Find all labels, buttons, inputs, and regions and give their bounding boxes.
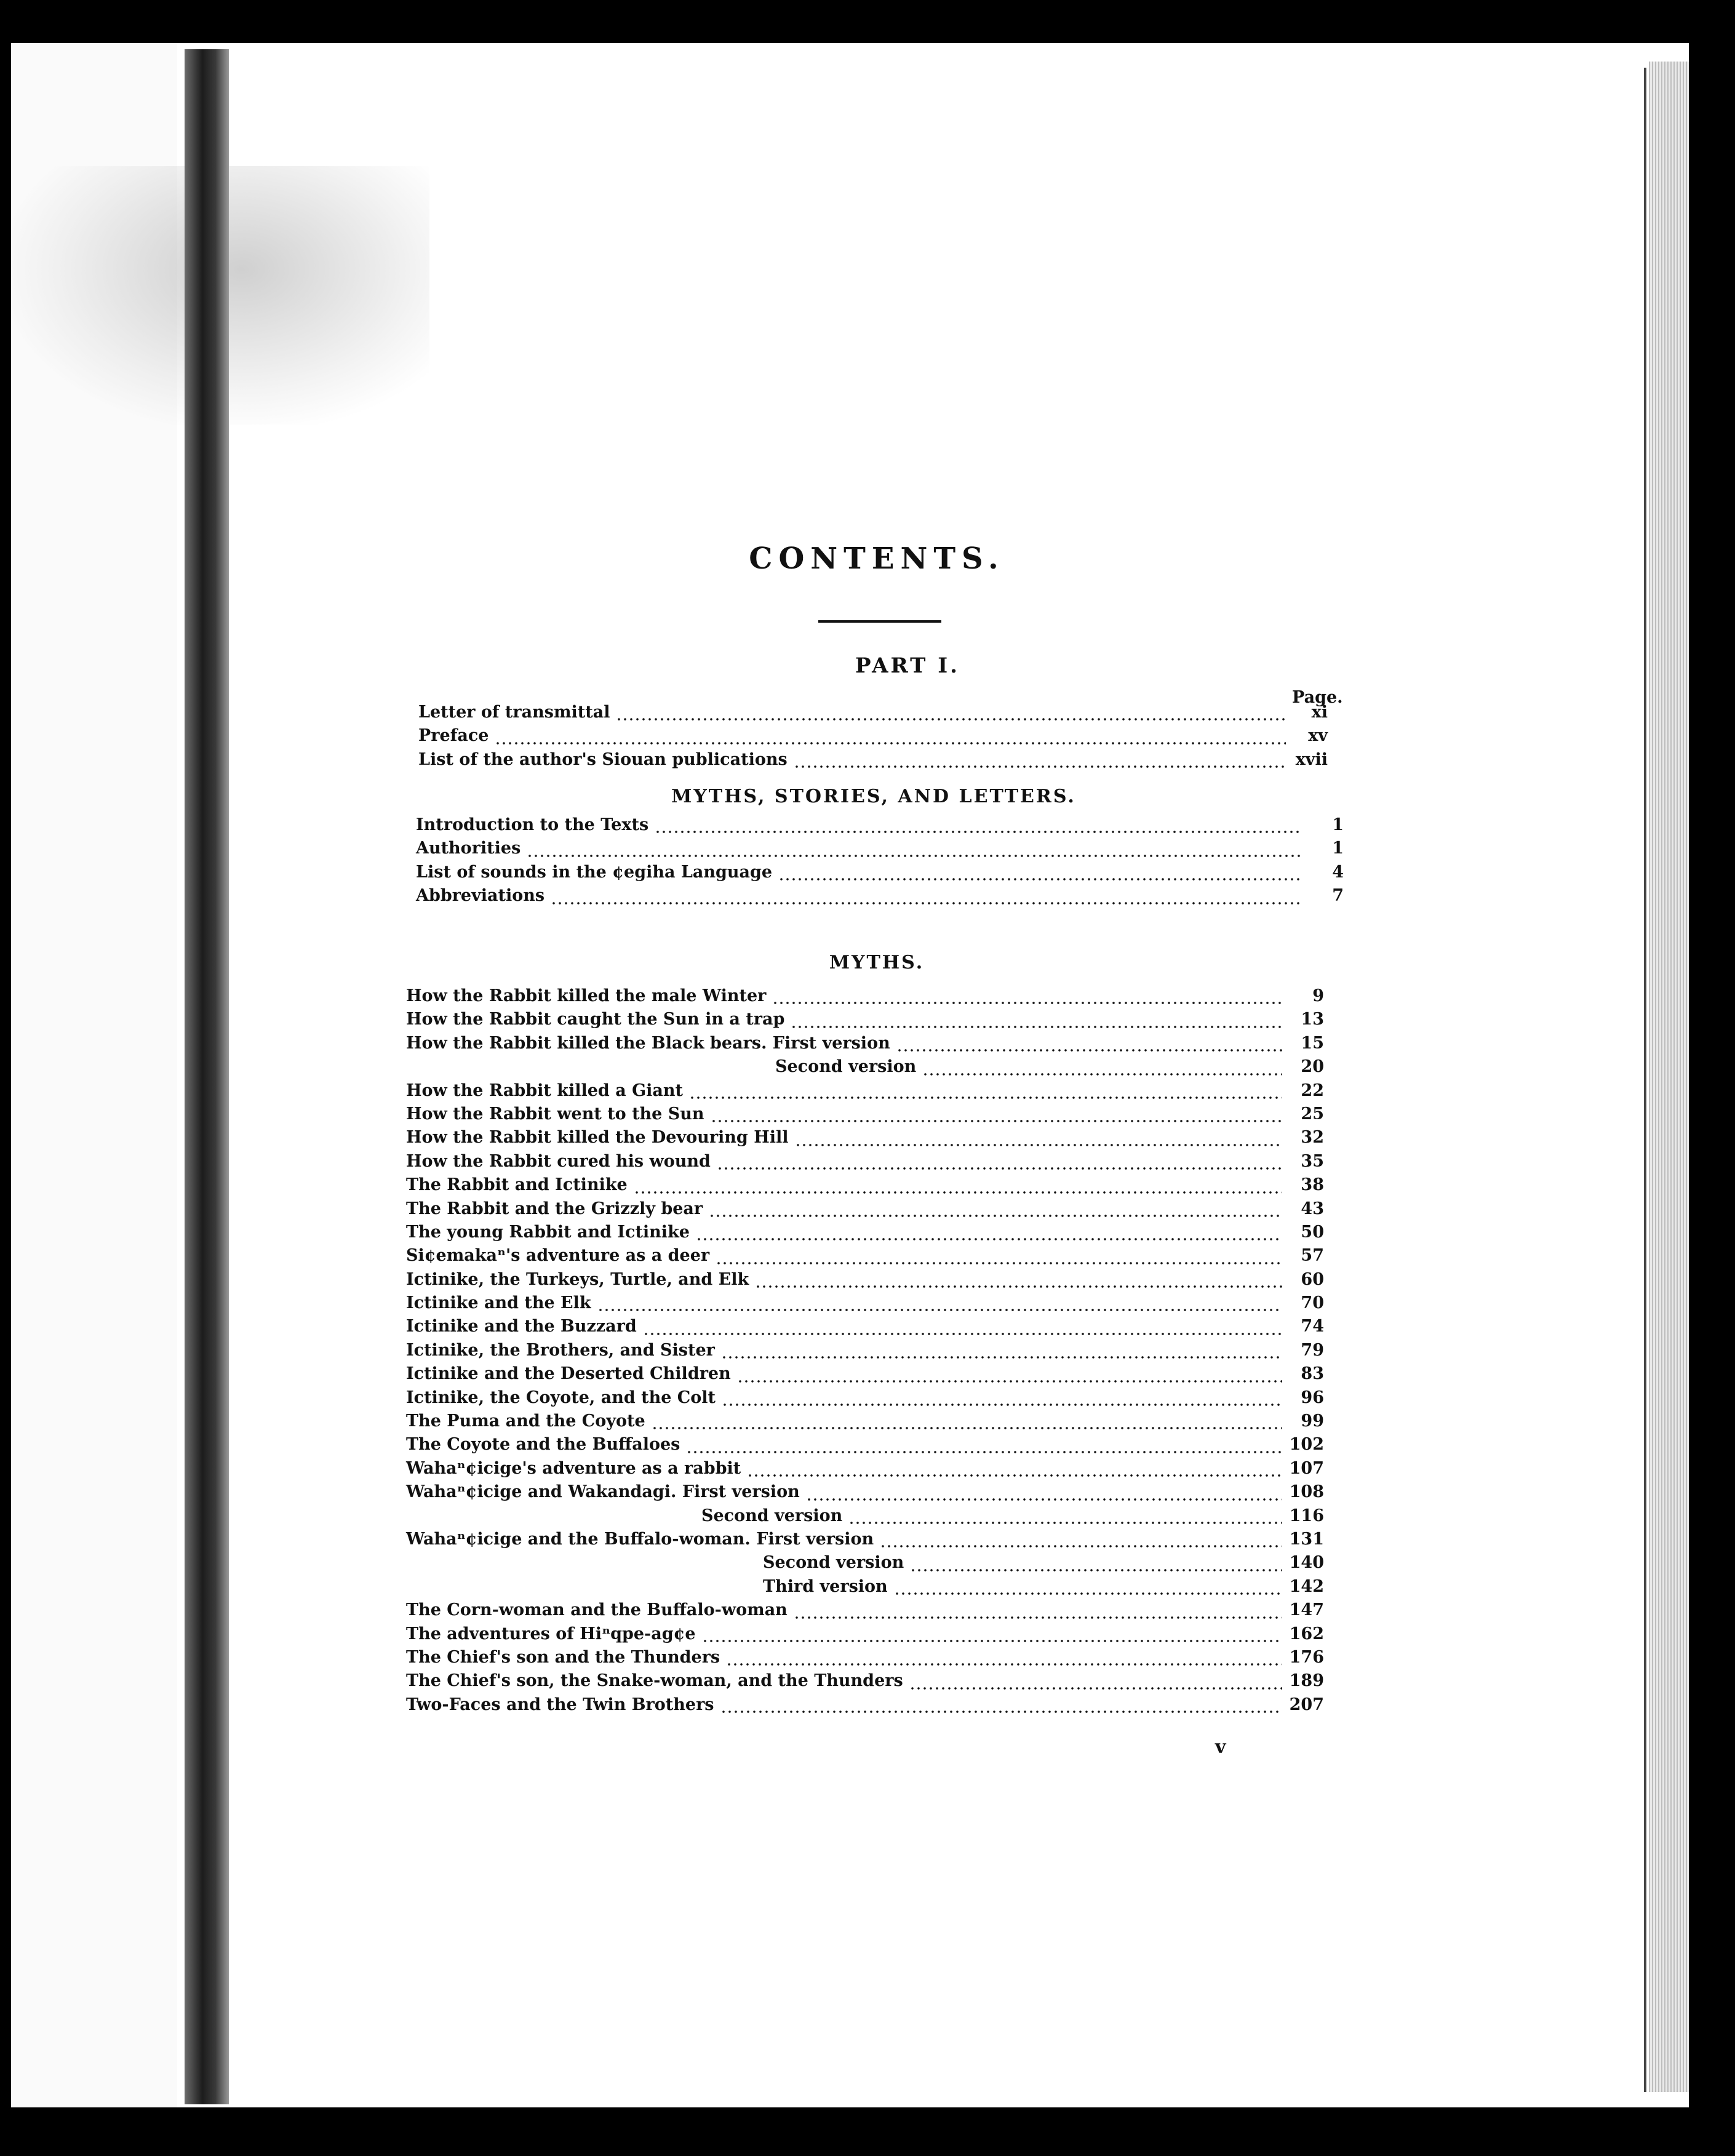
toc-entry-page: 131 (1289, 1529, 1324, 1549)
toc-entry-page: 38 (1301, 1175, 1324, 1195)
dot-leader (726, 1663, 1282, 1666)
toc-entry-page: 99 (1301, 1411, 1324, 1431)
toc-entry (406, 1270, 1324, 1293)
toc-entry-title: Wahaⁿ¢icige and Wakandagi. First version (406, 1482, 800, 1502)
toc-entry-page: 7 (1332, 886, 1344, 906)
dot-leader (922, 1073, 1282, 1076)
toc-entry (406, 1199, 1324, 1223)
toc-entry-page: 20 (1301, 1057, 1324, 1077)
toc-entry-page: 22 (1301, 1080, 1324, 1100)
toc-entry (406, 1364, 1324, 1387)
dot-leader (616, 718, 1286, 721)
title-rule (818, 620, 941, 623)
toc-entry-title: How the Rabbit cured his wound (406, 1151, 711, 1171)
toc-entry-page: 1 (1332, 839, 1344, 858)
toc-entry-page: 102 (1289, 1435, 1324, 1455)
toc-entry-page: 32 (1301, 1128, 1324, 1148)
toc-entry (406, 1459, 1324, 1482)
toc-entry-page: 116 (1289, 1506, 1324, 1525)
toc-entry-title: Si¢emakaⁿ's adventure as a deer (406, 1246, 710, 1266)
toc-entry (406, 1435, 1324, 1458)
myths-stories-letters-list (416, 815, 1344, 910)
toc-entry-page: 83 (1301, 1364, 1324, 1384)
toc-entry (406, 1648, 1324, 1671)
toc-entry-title: The Coyote and the Buffaloes (406, 1435, 680, 1455)
toc-entry-page: 107 (1289, 1458, 1324, 1478)
dot-leader (880, 1545, 1282, 1547)
toc-entry (406, 1530, 1324, 1553)
toc-entry (406, 1081, 1324, 1104)
toc-entry-title: List of sounds in the ¢egiha Language (416, 862, 773, 882)
toc-entry-page: 207 (1289, 1695, 1324, 1714)
toc-entry (406, 1223, 1324, 1246)
toc-entry-title: The Rabbit and Ictinike (406, 1175, 628, 1195)
section-heading-myths-stories-letters: MYTHS, STORIES, AND LETTERS. (671, 786, 1076, 807)
scan-border-top (0, 0, 1735, 43)
toc-entry-title: Ictinike, the Brothers, and Sister (406, 1340, 715, 1360)
toc-entry-page: 189 (1289, 1671, 1324, 1691)
toc-entry-page: 13 (1301, 1010, 1324, 1029)
dot-leader (909, 1687, 1282, 1690)
toc-entry-title: How the Rabbit caught the Sun in a trap (406, 1010, 785, 1029)
toc-entry-page: 70 (1301, 1293, 1324, 1313)
toc-entry-page: 4 (1332, 862, 1344, 882)
dot-leader (717, 1167, 1282, 1170)
toc-entry (416, 815, 1344, 839)
toc-entry-title: Wahaⁿ¢icige and the Buffalo-woman. First version (406, 1529, 874, 1549)
toc-entry (406, 1553, 1324, 1576)
dot-leader (795, 1144, 1283, 1146)
toc-entry-title: How the Rabbit killed the Devouring Hill (406, 1128, 789, 1148)
dot-leader (716, 1262, 1282, 1264)
section-heading-myths: MYTHS. (829, 952, 925, 973)
toc-entry (418, 726, 1328, 749)
toc-entry (416, 863, 1344, 886)
toc-entry-title: The young Rabbit and Ictinike (406, 1222, 690, 1242)
part-heading: PART I. (855, 653, 960, 678)
toc-entry (406, 986, 1324, 1010)
toc-entry-page: 15 (1301, 1033, 1324, 1053)
toc-entry-page: 74 (1301, 1317, 1324, 1336)
dot-leader (686, 1451, 1282, 1453)
toc-entry (406, 1034, 1324, 1057)
toc-entry (418, 750, 1328, 773)
dot-leader (696, 1238, 1282, 1240)
toc-entry (406, 1388, 1324, 1411)
toc-entry-title: Wahaⁿ¢icige's adventure as a rabbit (406, 1458, 741, 1478)
toc-entry-page: 162 (1289, 1624, 1324, 1643)
toc-entry-page: 142 (1289, 1576, 1324, 1596)
toc-entry (406, 1010, 1324, 1033)
toc-entry-page: 25 (1301, 1104, 1324, 1124)
dot-leader (702, 1640, 1282, 1642)
toc-entry-title: Ictinike and the Buzzard (406, 1317, 637, 1336)
toc-entry-title: Introduction to the Texts (416, 815, 649, 834)
dot-leader (755, 1285, 1282, 1288)
toc-entry-title: Letter of transmittal (418, 703, 610, 722)
toc-entry-page: 96 (1301, 1387, 1324, 1407)
toc-entry (406, 1341, 1324, 1364)
dot-leader (737, 1380, 1282, 1383)
toc-entry-title: Ictinike and the Elk (406, 1293, 591, 1313)
toc-entry-page: 176 (1289, 1647, 1324, 1667)
dot-leader (794, 765, 1286, 768)
toc-entry-title: List of the author's Siouan publications (418, 749, 788, 769)
dot-leader (495, 742, 1286, 745)
toc-entry (416, 839, 1344, 862)
toc-entry (406, 1317, 1324, 1340)
toc-entry (406, 1104, 1324, 1128)
page-folio: v (1215, 1736, 1226, 1758)
scan-border-right (1689, 0, 1735, 2156)
toc-entry (406, 1175, 1324, 1199)
page-title: CONTENTS. (749, 541, 1005, 576)
dot-leader (720, 1711, 1283, 1713)
toc-entry-page: 9 (1312, 986, 1324, 1005)
toc-entry-title: Two-Faces and the Twin Brothers (406, 1695, 714, 1714)
dot-leader (689, 1096, 1282, 1099)
toc-entry (406, 1057, 1324, 1080)
toc-entry (406, 1695, 1324, 1719)
dot-leader (634, 1191, 1282, 1194)
dot-leader (910, 1569, 1282, 1571)
toc-entry (406, 1152, 1324, 1175)
toc-entry (406, 1671, 1324, 1695)
toc-entry-page: 50 (1301, 1222, 1324, 1242)
toc-entry (416, 886, 1344, 909)
toc-entry (406, 1128, 1324, 1151)
dot-leader (794, 1616, 1282, 1619)
toc-entry-title: Second version (763, 1553, 904, 1573)
dot-leader (597, 1309, 1282, 1311)
dot-leader (894, 1592, 1282, 1595)
toc-entry-page: 79 (1301, 1340, 1324, 1360)
toc-entry-title: The Chief's son, the Snake-woman, and the Thunders (406, 1671, 903, 1691)
toc-entry-title: The adventures of Hiⁿqpe-ag¢e (406, 1624, 696, 1643)
toc-entry-page: 35 (1301, 1151, 1324, 1171)
toc-entry-title: Second version (775, 1057, 917, 1077)
dot-leader (652, 1427, 1282, 1429)
toc-entry-title: Abbreviations (416, 886, 545, 906)
toc-entry-page: xvii (1295, 749, 1328, 769)
dot-leader (643, 1333, 1282, 1335)
dot-leader (527, 855, 1302, 857)
dot-leader (896, 1049, 1282, 1052)
page-block-edge (1649, 62, 1689, 2092)
toc-entry-page: 60 (1301, 1269, 1324, 1289)
dot-leader (778, 878, 1302, 880)
toc-entry-page: 1 (1332, 815, 1344, 834)
dot-leader (747, 1474, 1282, 1477)
toc-entry-title: The Chief's son and the Thunders (406, 1647, 720, 1667)
toc-entry-title: Ictinike, the Coyote, and the Colt (406, 1387, 716, 1407)
toc-entry (406, 1600, 1324, 1624)
toc-entry-title: How the Rabbit killed a Giant (406, 1080, 684, 1100)
toc-entry-title: The Corn-woman and the Buffalo-woman (406, 1600, 788, 1620)
dot-leader (711, 1120, 1282, 1122)
myths-list (406, 986, 1324, 1719)
toc-entry-page: 43 (1301, 1199, 1324, 1218)
toc-entry-page: 147 (1289, 1600, 1324, 1620)
dot-leader (848, 1522, 1282, 1524)
toc-entry (418, 703, 1328, 726)
toc-entry-title: How the Rabbit went to the Sun (406, 1104, 704, 1124)
dot-leader (721, 1356, 1282, 1359)
toc-entry-page: 140 (1289, 1553, 1324, 1573)
page-column-heading: Page. (1292, 688, 1343, 707)
scan-border-bottom (0, 2107, 1735, 2156)
toc-entry-title: The Puma and the Coyote (406, 1411, 645, 1431)
toc-entry-page: xv (1308, 726, 1328, 746)
dot-leader (806, 1498, 1282, 1501)
book-gutter (185, 49, 229, 2104)
toc-entry (406, 1411, 1324, 1435)
toc-entry-page: 108 (1289, 1482, 1324, 1502)
toc-entry-title: Ictinike and the Deserted Children (406, 1364, 731, 1384)
toc-entry-title: Preface (418, 726, 489, 746)
dot-leader (709, 1215, 1282, 1217)
toc-entry (406, 1246, 1324, 1269)
toc-entry (406, 1624, 1324, 1648)
toc-entry (406, 1577, 1324, 1600)
page-edge-line (1644, 68, 1646, 2092)
front-matter-list (418, 703, 1328, 773)
toc-entry-title: Third version (763, 1576, 888, 1596)
dot-leader (655, 831, 1302, 833)
toc-entry-title: The Rabbit and the Grizzly bear (406, 1199, 703, 1218)
toc-entry-page: 57 (1301, 1246, 1324, 1266)
toc-entry (406, 1482, 1324, 1506)
toc-entry-title: Ictinike, the Turkeys, Turtle, and Elk (406, 1269, 749, 1289)
toc-entry-title: How the Rabbit killed the male Winter (406, 986, 767, 1005)
toc-entry-page: xi (1311, 703, 1328, 722)
dot-leader (551, 902, 1302, 904)
toc-entry (406, 1506, 1324, 1530)
dot-leader (772, 1002, 1282, 1004)
toc-entry-title: Authorities (416, 839, 521, 858)
toc-entry (406, 1293, 1324, 1317)
scan-border-left (0, 0, 11, 2156)
dot-leader (791, 1026, 1282, 1028)
dot-leader (722, 1403, 1282, 1406)
toc-entry-title: How the Rabbit killed the Black bears. First version (406, 1033, 890, 1053)
toc-entry-title: Second version (701, 1506, 843, 1525)
